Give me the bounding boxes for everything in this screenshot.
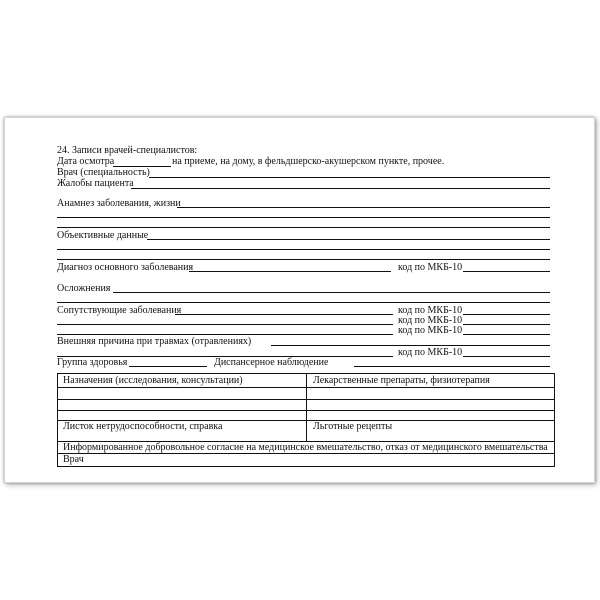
objective-line-2[interactable] [57,249,550,250]
external-cause-mkb-field[interactable] [463,356,550,357]
section-title: 24. Записи врачей-специалистов: [57,145,198,156]
external-cause-field[interactable] [271,345,550,346]
concomitant-mkb-field-1[interactable] [463,314,550,315]
main-diagnosis-label: Диагноз основного заболевания [57,262,194,273]
anamnesis-line-3[interactable] [57,227,550,228]
main-diagnosis-field[interactable] [189,271,391,272]
concomitant-mkb-field-2[interactable] [463,324,550,325]
complaints-field[interactable] [131,188,550,189]
doctor-label: Врач [63,454,84,465]
concomitant-field-2[interactable] [57,324,393,325]
health-group-field[interactable] [129,366,207,367]
health-group-label: Группа здоровья [57,357,128,368]
external-cause-label: Внешняя причина при травмах (отравлениях) [57,336,252,347]
concomitant-field-1[interactable] [175,314,393,315]
table-divider [306,374,307,441]
external-cause-mkb-label: код по МКБ-10 [398,347,463,358]
anamnesis-label: Анамнез заболевания, жизни [57,198,181,209]
complaints-label: Жалобы пациента [57,178,134,189]
drugs-header: Лекарственные препараты, физиотерапия [313,375,490,386]
concomitant-mkb-field-3[interactable] [463,334,550,335]
objective-label: Объективные данные [57,230,149,241]
consent-text: Информированное добровольное согласие на медицинское вмешательство, отказ от медицинского вмешательства [63,442,548,453]
concomitant-label: Сопутствующие заболевания [57,305,182,316]
concomitant-field-3[interactable] [57,334,393,335]
preferential-label: Льготные рецепты [313,421,393,432]
main-diagnosis-mkb-field[interactable] [463,271,550,272]
dispensary-label: Диспансерное наблюдение [214,357,329,368]
objective-line-3[interactable] [57,259,550,260]
concomitant-mkb-label-1: код по МКБ-10 [398,305,463,316]
sick-leave-label: Листок нетрудоспособности, справка [63,421,223,432]
prescriptions-header: Назначения (исследования, консультации) [63,375,243,386]
dispensary-field[interactable] [354,366,550,367]
complications-line-2[interactable] [57,302,550,303]
anamnesis-field[interactable] [177,207,550,208]
concomitant-mkb-label-3: код по МКБ-10 [398,325,463,336]
exam-date-label: Дата осмотра [57,156,115,167]
exam-place-text: на приеме, на дому, в фельдшерско-акушерском пункте, прочее. [172,156,445,167]
objective-field[interactable] [147,239,550,240]
complications-label: Осложнения [57,283,111,294]
prescriptions-table [57,373,555,467]
anamnesis-line-2[interactable] [57,217,550,218]
main-diagnosis-mkb-label: код по МКБ-10 [398,262,463,273]
doctor-specialty-field[interactable] [149,177,550,178]
doctor-specialty-label: Врач (специальность) [57,167,150,178]
complications-field[interactable] [113,292,550,293]
concomitant-mkb-label-2: код по МКБ-10 [398,315,463,326]
